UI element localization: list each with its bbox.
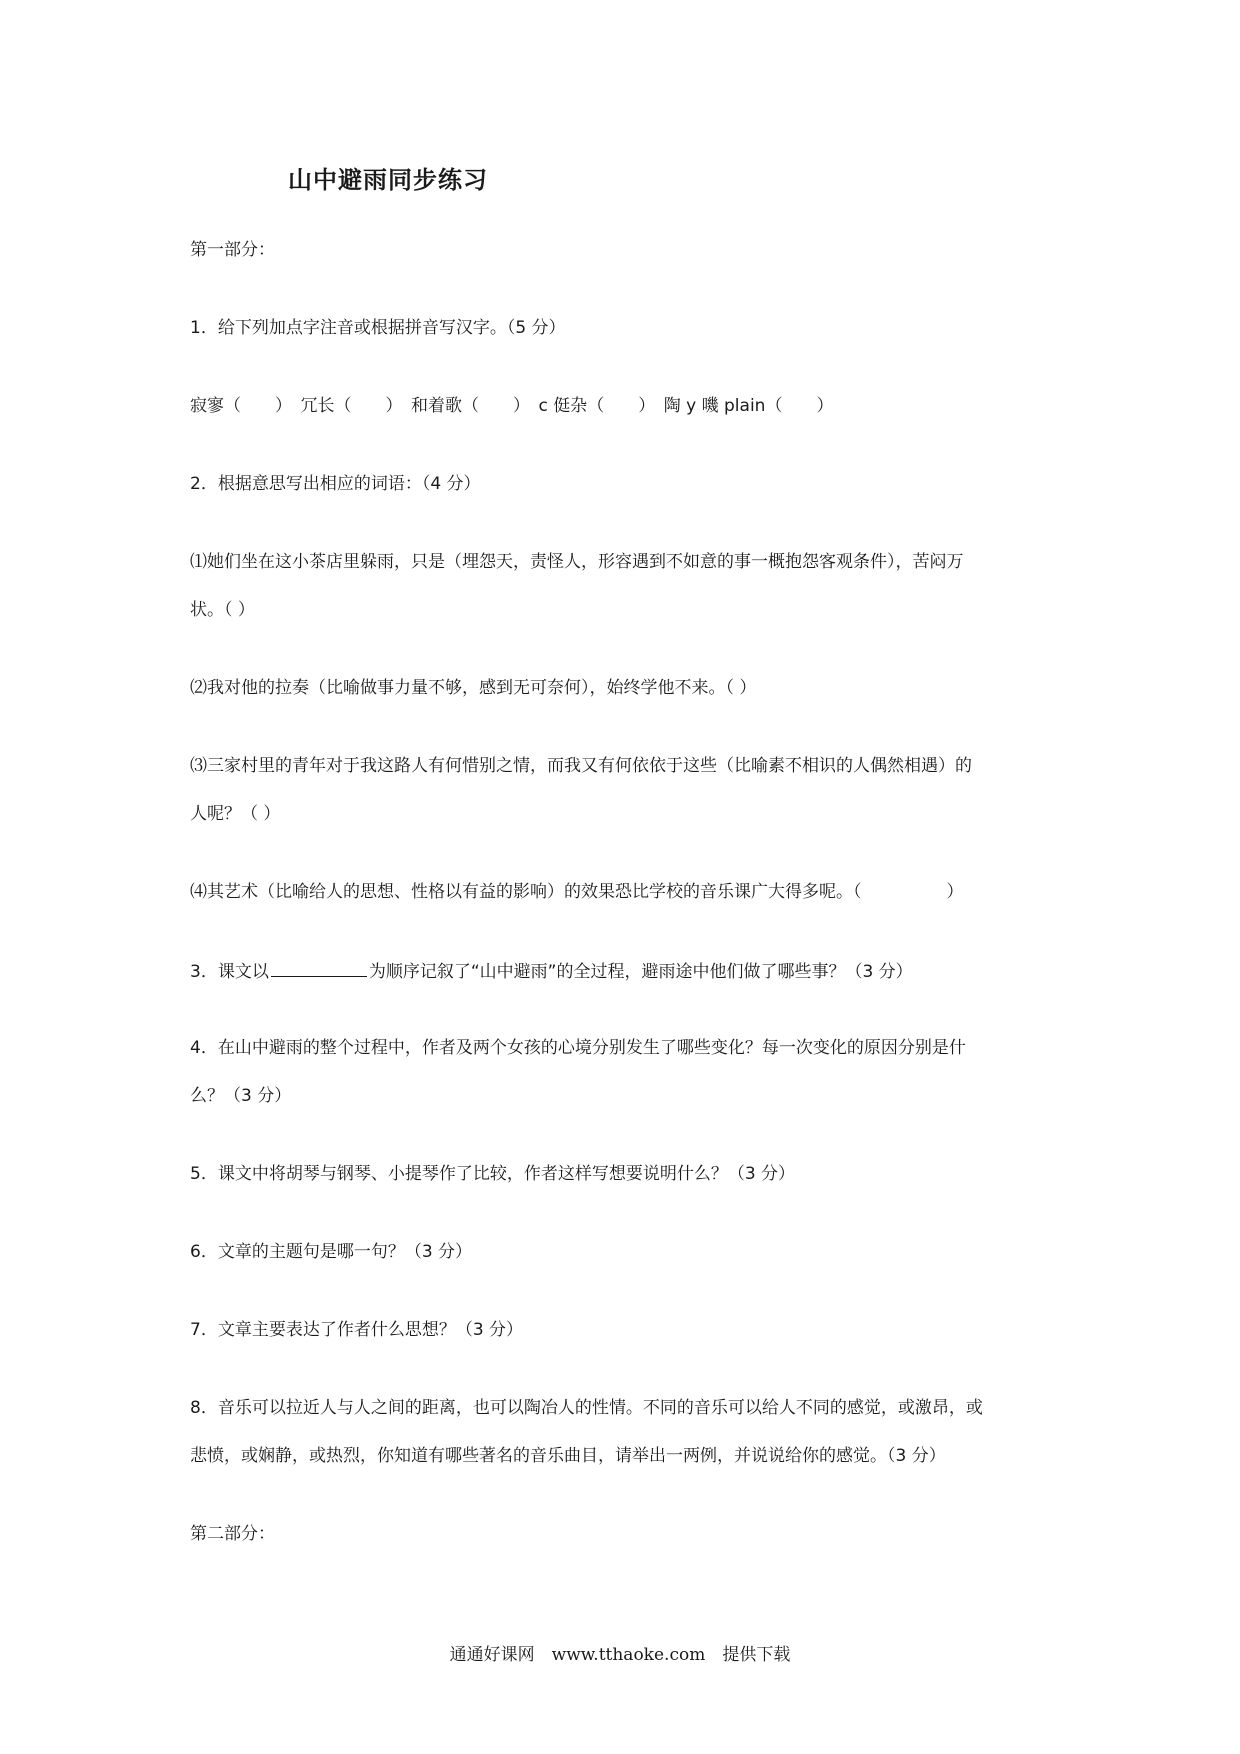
footer-download-note: 通通好课网 www.tthaoke.com 提供下载 (449, 1645, 791, 1665)
part2-heading: 第二部分： (190, 1524, 275, 1544)
question-2-1-line2: 状。（ ） (190, 600, 255, 620)
question-2: 2．根据意思写出相应的词语：（4 分） (190, 474, 481, 494)
page-title: 山中避雨同步练习 (288, 166, 488, 194)
answer-blank (271, 958, 367, 977)
question-3-suffix: 为顺序记叙了“山中避雨”的全过程，避雨途中他们做了哪些事？（3 分） (368, 962, 913, 982)
question-8-line1: 8．音乐可以拉近人与人之间的距离，也可以陶冶人的性情。不同的音乐可以给人不同的感觉，或激昂，或 (190, 1398, 983, 1418)
question-2-4: ⑷其艺术（比喻给人的思想、性格以有益的影响）的效果恐比学校的音乐课广大得多呢。（ ） (190, 882, 964, 902)
question-6: 6．文章的主题句是哪一句？（3 分） (190, 1242, 473, 1262)
question-2-3-line2: 人呢？（ ） (190, 804, 281, 824)
question-7: 7．文章主要表达了作者什么思想？（3 分） (190, 1320, 524, 1340)
question-4-line1: 4．在山中避雨的整个过程中，作者及两个女孩的心境分别发生了哪些变化？每一次变化的原因分别是什 (190, 1038, 966, 1058)
question-5: 5．课文中将胡琴与钢琴、小提琴作了比较，作者这样写想要说明什么？（3 分） (190, 1164, 796, 1184)
question-3-prefix: 3．课文以 (190, 962, 269, 982)
question-3 (190, 958, 1070, 984)
part1-heading: 第一部分： (190, 240, 275, 260)
question-1: 1．给下列加点字注音或根据拼音写汉字。（5 分） (190, 318, 566, 338)
question-1-items: 寂寥（ ） 冗长（ ） 和着歌（ ） c 侹杂（ ） 陶 y 嘰 plain（ ） (190, 396, 834, 416)
question-2-1-line1: ⑴她们坐在这小茶店里躲雨，只是（埋怨天，责怪人，形容遇到不如意的事一概抱怨客观条件），苦闷万 (190, 552, 964, 572)
question-2-2: ⑵我对他的拉奏（比喻做事力量不够，感到无可奈何），始终学他不来。（ ） (190, 678, 757, 698)
question-2-3-line1: ⑶三家村里的青年对于我这路人有何惜别之情，而我又有何依依于这些（比喻素不相识的人偶然相遇）的 (190, 756, 972, 776)
question-8-line2: 悲愤，或娴静，或热烈，你知道有哪些著名的音乐曲目，请举出一两例，并说说给你的感觉。（3 分） (190, 1446, 946, 1466)
question-4-line2: 么？（3 分） (190, 1086, 292, 1106)
